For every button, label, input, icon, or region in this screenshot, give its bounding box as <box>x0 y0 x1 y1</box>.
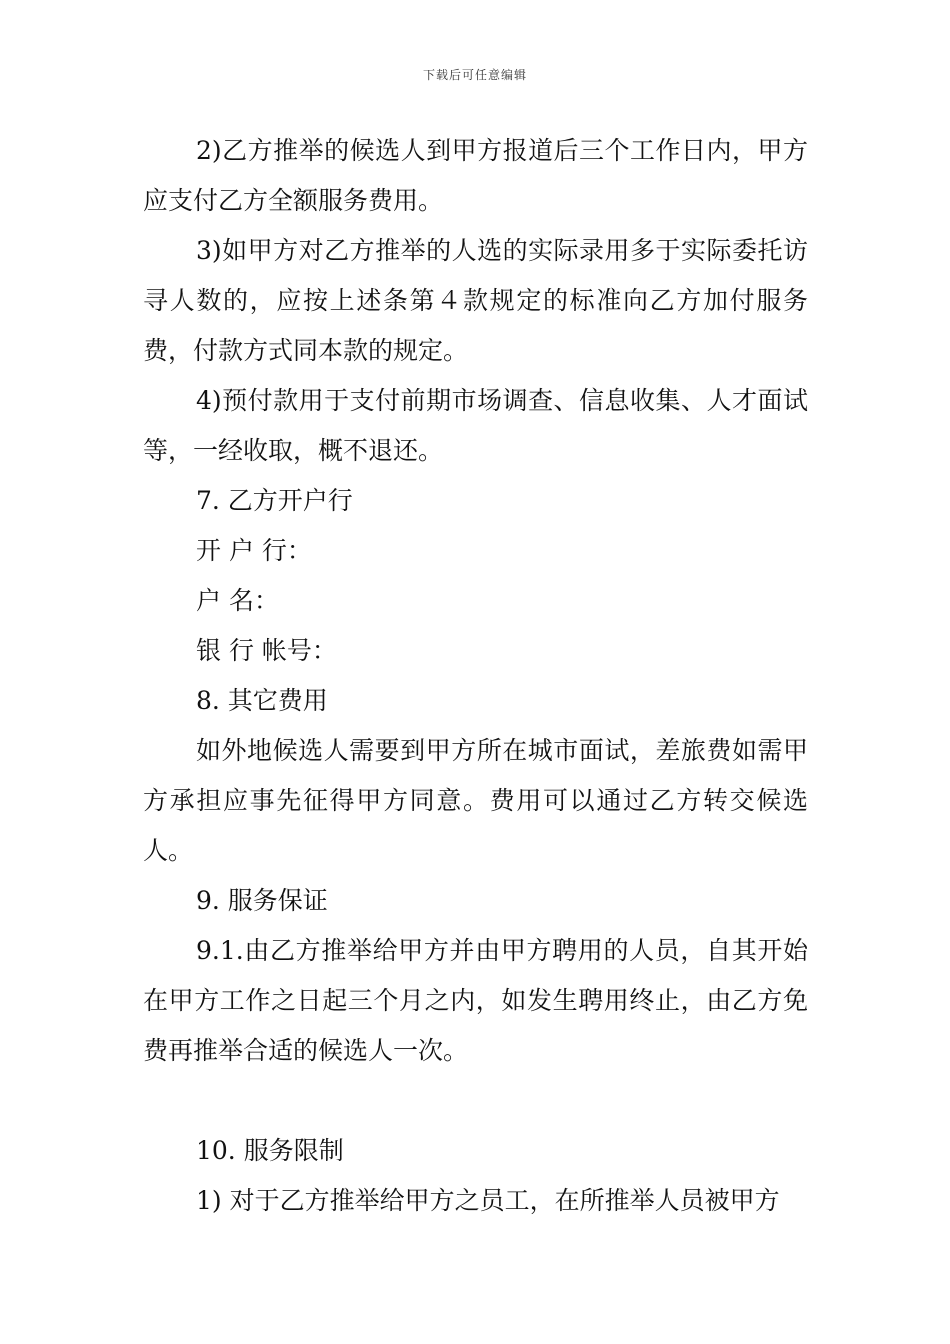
section-heading-other-fees: 8. 其它费用 <box>196 686 328 715</box>
paragraph-prepayment-nonrefundable: 4)预付款用于支付前期市场调查、信息收集、人才面试等，一经收取，概不退还。 <box>143 386 808 465</box>
field-label-account-name: 户 名： <box>196 586 279 615</box>
document-body <box>143 126 808 1226</box>
paragraph-additional-hire-fee: 3)如甲方对乙方推举的人选的实际录用多于实际委托访寻人数的，应按上述条第４款规定的标准向乙方加付服务费，付款方式同本款的规定。 <box>143 236 808 365</box>
field-label-bank: 开 户 行： <box>196 536 312 565</box>
paragraph-spacer <box>143 1076 808 1126</box>
page-header-note: 下载后可任意编辑 <box>422 68 527 82</box>
section-heading-service-restriction: 10. 服务限制 <box>196 1136 344 1165</box>
section-heading-bank-account: 7. 乙方开户行 <box>196 486 353 515</box>
field-label-account-number: 银 行 帐号： <box>196 636 337 665</box>
paragraph-restriction-employees: 1) 对于乙方推举给甲方之员工，在所推举人员被甲方 <box>196 1186 780 1215</box>
paragraph-guarantee-replacement: 9.1.由乙方推举给甲方并由甲方聘用的人员，自其开始在甲方工作之日起三个月之内，如发生聘用终止，由乙方免费再推举合适的候选人一次。 <box>143 936 808 1065</box>
section-heading-service-guarantee: 9. 服务保证 <box>196 886 328 915</box>
paragraph-travel-expenses: 如外地候选人需要到甲方所在城市面试，差旅费如需甲方承担应事先征得甲方同意。费用可以通过乙方转交候选人。 <box>143 736 808 865</box>
paragraph-payment-full-fee: 2)乙方推举的候选人到甲方报道后三个工作日内，甲方应支付乙方全额服务费用。 <box>143 136 808 215</box>
